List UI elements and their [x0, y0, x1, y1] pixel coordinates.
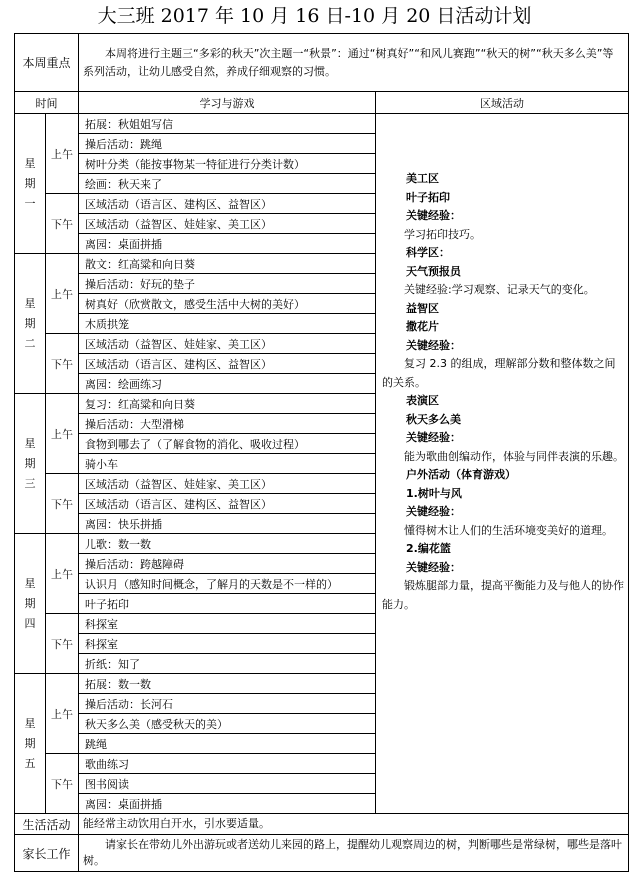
- activity-cell: 树叶分类（能按事物某一特征进行分类计数）: [79, 154, 376, 174]
- area-out-2: 2.编花篮: [406, 542, 451, 555]
- activity-cell: 操后活动：跨越障碍: [79, 554, 376, 574]
- parent-label: 家长工作: [15, 835, 79, 872]
- afternoon-label: 下午: [46, 334, 79, 394]
- activity-cell: 认识月（感知时间概念，了解月的天数是不一样的）: [79, 574, 376, 594]
- life-text: 能经常主动饮用白开水，引水要适量。: [79, 814, 629, 835]
- life-row: [15, 814, 629, 835]
- header-time: 时间: [15, 92, 79, 114]
- activity-cell: 树真好（欣赏散文，感受生活中大树的美好）: [79, 294, 376, 314]
- area-show-sub: 秋天多么美: [406, 412, 462, 426]
- activity-cell: 离园：快乐拼插: [79, 514, 376, 534]
- day-label: 星期三: [15, 394, 46, 534]
- activity-cell: 叶子拓印: [79, 594, 376, 614]
- area-show-text: 能为歌曲创编动作，体验与同伴表演的乐趣。: [404, 449, 625, 463]
- activity-cell: 儿歌：数一数: [79, 534, 376, 554]
- activity-cell: 科探室: [79, 634, 376, 654]
- area-out-1: 1.树叶与风: [406, 486, 462, 500]
- activity-row: [15, 114, 629, 134]
- header-area: 区域活动: [376, 92, 629, 114]
- area-out-title: 户外活动（体育游戏）: [406, 468, 517, 481]
- activity-cell: 离园：绘画练习: [79, 374, 376, 394]
- activity-cell: 区域活动（语言区、建构区、益智区）: [79, 194, 376, 214]
- activity-cell: 食物到哪去了（了解食物的消化、吸收过程）: [79, 434, 376, 454]
- day-label: 星期一: [15, 114, 46, 254]
- area-art-key: 关键经验：: [406, 209, 462, 222]
- afternoon-label: 下午: [46, 754, 79, 814]
- activity-cell: 秋天多么美（感受秋天的美）: [79, 714, 376, 734]
- activity-cell: 科探室: [79, 614, 376, 634]
- area-activity-cell: [376, 114, 629, 814]
- header-learning: 学习与游戏: [79, 92, 376, 114]
- header-row: [15, 92, 629, 114]
- area-puzzle-sub: 撒花片: [406, 320, 440, 333]
- area-show-key: 关键经验：: [406, 431, 462, 444]
- morning-label: 上午: [46, 534, 79, 614]
- activity-cell: 图书阅读: [79, 774, 376, 794]
- area-out-2-text: 锻炼腿部力量，提高平衡能力及与他人的协作能力。: [382, 579, 625, 611]
- activity-cell: 操后活动：长河石: [79, 694, 376, 714]
- area-art-sub: 叶子拓印: [406, 190, 451, 204]
- activity-cell: 区域活动（语言区、建构区、益智区）: [79, 494, 376, 514]
- activity-cell: 木质拱笼: [79, 314, 376, 334]
- afternoon-label: 下午: [46, 474, 79, 534]
- activity-cell: 区域活动（益智区、娃娃家、美工区）: [79, 214, 376, 234]
- activity-cell: 操后活动：跳绳: [79, 134, 376, 154]
- life-label: 生活活动: [15, 814, 79, 835]
- morning-label: 上午: [46, 394, 79, 474]
- morning-label: 上午: [46, 254, 79, 334]
- area-show-title: 表演区: [406, 394, 440, 407]
- activity-cell: 区域活动（益智区、娃娃家、美工区）: [79, 474, 376, 494]
- activity-cell: 拓展：秋姐姐写信: [79, 114, 376, 134]
- parent-text: 请家长在带幼儿外出游玩或者送幼儿来园的路上，提醒幼儿观察周边的树，判断哪些是常绿树，哪些是落叶树。: [79, 835, 629, 872]
- area-puzzle-text: 复习 2.3 的组成，理解部分数和整体数之间的关系。: [382, 357, 616, 389]
- focus-text: 本周将进行主题三“多彩的秋天”次主题一“秋景”：通过“树真好”“和风儿赛跑”“秋天的树”“秋天多么美”等系列活动，让幼儿感受自然，养成仔细观察的习惯。: [79, 34, 629, 92]
- activity-cell: 区域活动（益智区、娃娃家、美工区）: [79, 334, 376, 354]
- activity-cell: 歌曲练习: [79, 754, 376, 774]
- area-sci-title: 科学区：: [406, 246, 451, 259]
- parent-row: [15, 835, 629, 872]
- area-out-1-key: 关键经验：: [406, 505, 462, 518]
- area-art-title: 美工区: [406, 172, 440, 185]
- activity-cell: 骑小车: [79, 454, 376, 474]
- activity-cell: 操后活动：好玩的垫子: [79, 274, 376, 294]
- activity-cell: 散文：红高粱和向日葵: [79, 254, 376, 274]
- day-label: 星期四: [15, 534, 46, 674]
- area-sci-sub: 天气预报员: [406, 264, 462, 278]
- activity-cell: 离园：桌面拼插: [79, 794, 376, 814]
- area-art-text: 学习拓印技巧。: [404, 227, 482, 241]
- area-puzzle-title: 益智区: [406, 301, 440, 315]
- activity-cell: 绘画：秋天来了: [79, 174, 376, 194]
- focus-row: [15, 34, 629, 92]
- activity-cell: 复习：红高粱和向日葵: [79, 394, 376, 414]
- area-sci-text: 关键经验:学习观察、记录天气的变化。: [404, 283, 595, 296]
- activity-cell: 操后活动：大型滑梯: [79, 414, 376, 434]
- activity-cell: 折纸：知了: [79, 654, 376, 674]
- focus-label: 本周重点: [15, 34, 79, 92]
- afternoon-label: 下午: [46, 194, 79, 254]
- activity-cell: 跳绳: [79, 734, 376, 754]
- day-label: 星期二: [15, 254, 46, 394]
- activity-cell: 拓展：数一数: [79, 674, 376, 694]
- area-out-1-text: 懂得树木让人们的生活环境变美好的道理。: [404, 523, 614, 537]
- page-title: 大三班 2017 年 10 月 16 日-10 月 20 日活动计划: [97, 5, 532, 27]
- activity-cell: 离园：桌面拼插: [79, 234, 376, 254]
- afternoon-label: 下午: [46, 614, 79, 674]
- area-puzzle-key: 关键经验：: [406, 338, 462, 352]
- morning-label: 上午: [46, 674, 79, 754]
- area-out-2-key: 关键经验：: [406, 560, 462, 574]
- day-label: 星期五: [15, 674, 46, 814]
- plan-table: [14, 33, 629, 872]
- activity-cell: 区域活动（语言区、建构区、益智区）: [79, 354, 376, 374]
- morning-label: 上午: [46, 114, 79, 194]
